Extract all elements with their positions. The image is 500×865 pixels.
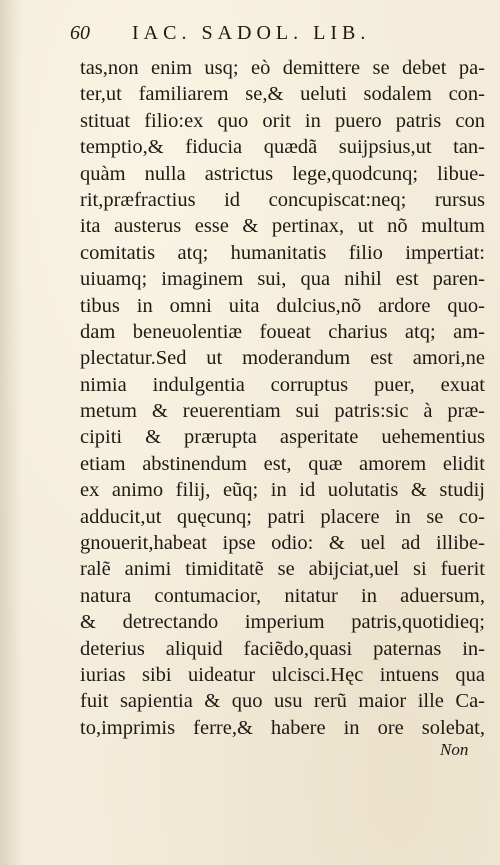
text-line: natura contumacior, nitatur in aduersum, <box>80 584 485 607</box>
text-line: gnouerit,habeat ipse odio: & uel ad illibe- <box>80 532 485 555</box>
text-line: to,imprimis ferre,& habere in ore solebat, <box>80 716 485 739</box>
text-line: nimia indulgentia corruptus puer, exuat <box>80 373 485 396</box>
text-line: ita austerus esse & pertinax, ut nõ multum <box>80 215 485 238</box>
page-header <box>70 22 470 50</box>
text-line: rit,præfractius id concupiscat:neq; rursus <box>80 188 485 211</box>
text-line: comitatis atq; humanitatis filio impertiat: <box>80 241 485 264</box>
page-number: 60 <box>70 22 90 44</box>
text-line: dam beneuolentiæ foueat charius atq; am- <box>80 320 485 343</box>
text-line: fuit sapientia & quo usu rerũ maior ille Ca- <box>80 690 485 713</box>
text-line: tibus in omni uita dulcius,nõ ardore quo- <box>80 294 485 317</box>
running-title: IAC. SADOL. LIB. <box>132 22 371 44</box>
text-line: cipiti & prærupta asperitate uehementius <box>80 426 485 449</box>
page-gutter-shadow <box>0 0 22 865</box>
text-line: temptio,& fiducia quædã suijpsius,ut tan- <box>80 136 485 159</box>
text-line: adducit,ut quęcunq; patri placere in se co- <box>80 505 485 528</box>
text-line: plectatur.Sed ut moderandum est amori,ne <box>80 347 485 370</box>
text-line: iurias sibi uideatur ulcisci.Hęc intuens qua <box>80 663 485 686</box>
text-line: ralẽ animi timiditatẽ se abijciat,uel si fuerit <box>80 558 485 581</box>
text-line: ex animo filij, eũq; in id uolutatis & studij <box>80 479 485 502</box>
text-line: etiam abstinendum est, quæ amorem elidit <box>80 452 485 475</box>
body-text <box>80 55 485 741</box>
text-line: tas,non enim usq; eò demittere se debet pa- <box>80 57 485 79</box>
text-line: deterius aliquid faciẽdo,quasi paternas in- <box>80 637 485 660</box>
text-line: uiuamq; imaginem sui, qua nihil est paren- <box>80 268 485 291</box>
text-line: stituat filio:ex quo orit in puero patris con <box>80 109 485 132</box>
catchword: Non <box>440 740 469 759</box>
text-line: quàm nulla astrictus lege,quodcunq; libue- <box>80 162 485 185</box>
text-line: & detrectando imperium patris,quotidieq; <box>80 611 485 634</box>
text-line: ter,ut familiarem se,& ueluti sodalem con- <box>80 83 485 106</box>
text-line: metum & reuerentiam sui patris:sic à præ- <box>80 400 485 423</box>
